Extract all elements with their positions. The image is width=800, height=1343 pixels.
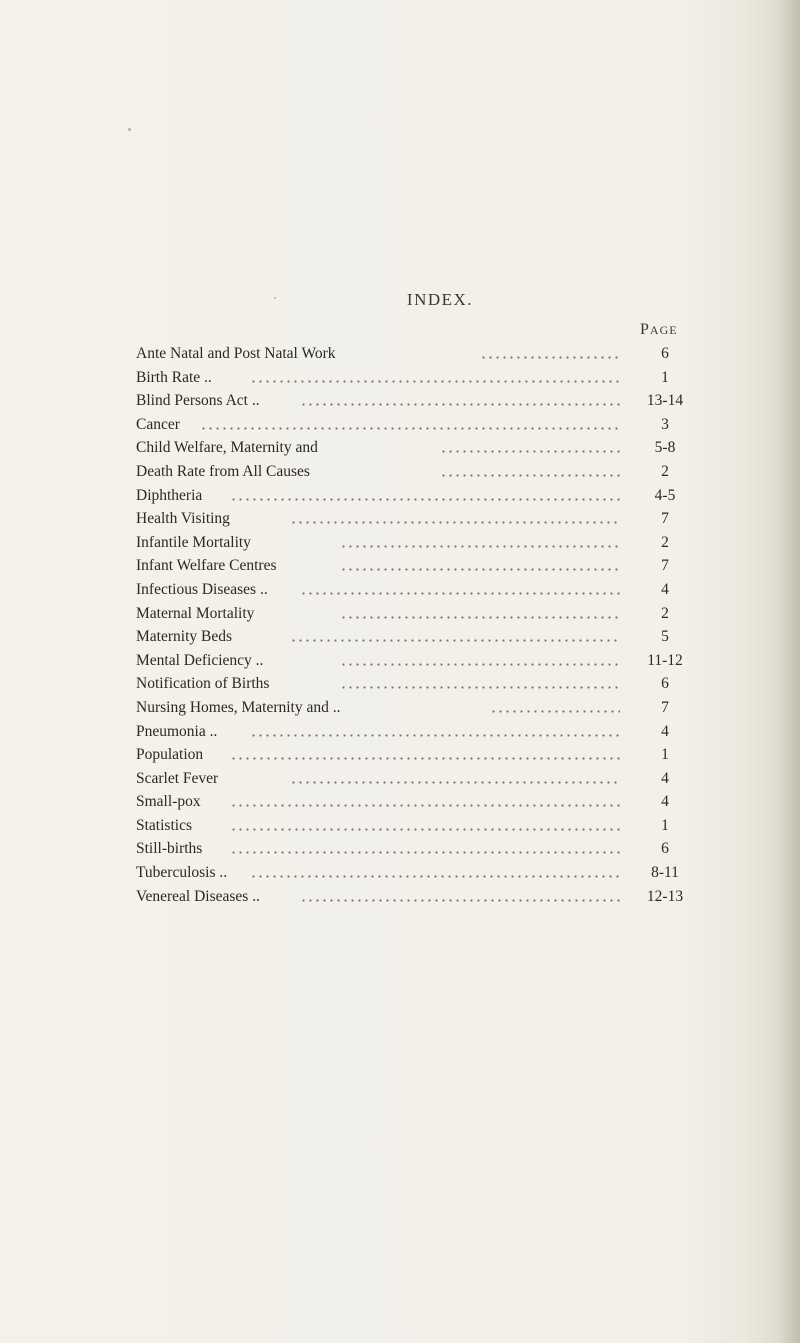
entry-page: 7 bbox=[661, 698, 669, 716]
entry-page: 1 bbox=[661, 746, 669, 764]
entry-page: 2 bbox=[661, 533, 669, 551]
entry-page: 4 bbox=[661, 769, 669, 787]
entry-page: 4 bbox=[661, 722, 669, 740]
entry-page: 4-5 bbox=[654, 486, 676, 504]
index-entry bbox=[0, 790, 800, 814]
index-entry bbox=[0, 837, 800, 861]
index-entry bbox=[0, 696, 800, 720]
entry-label: Maternity Beds bbox=[136, 628, 232, 646]
entry-label: Statistics bbox=[136, 816, 192, 834]
entry-label: Venereal Diseases .. bbox=[136, 887, 260, 905]
entry-label: Nursing Homes, Maternity and .. bbox=[136, 698, 341, 716]
entry-label: Tuberculosis .. bbox=[136, 864, 228, 882]
entry-page: 2 bbox=[661, 462, 669, 480]
entry-page: 3 bbox=[661, 415, 669, 433]
index-entry bbox=[0, 861, 800, 885]
index-entry bbox=[0, 507, 800, 531]
entry-label: Population bbox=[136, 746, 204, 764]
dot-leader bbox=[340, 531, 620, 555]
index-entry bbox=[0, 720, 800, 744]
dot-leader bbox=[440, 436, 620, 460]
dot-leader bbox=[440, 460, 620, 484]
entry-label: Pneumonia .. bbox=[136, 722, 218, 740]
entry-label: Scarlet Fever bbox=[136, 769, 219, 787]
entry-page: 11-12 bbox=[647, 651, 683, 669]
entry-page: 2 bbox=[661, 604, 669, 622]
dot-leader bbox=[290, 625, 620, 649]
entry-label: Notification of Births bbox=[136, 675, 270, 693]
index-entry bbox=[0, 342, 800, 366]
entry-page: 4 bbox=[661, 793, 669, 811]
dot-leader bbox=[490, 696, 620, 720]
entry-label: Infectious Diseases .. bbox=[136, 580, 268, 598]
dot-leader bbox=[230, 484, 620, 508]
dot-leader bbox=[250, 861, 620, 885]
dot-leader bbox=[230, 790, 620, 814]
index-entry bbox=[0, 413, 800, 437]
index-entry bbox=[0, 460, 800, 484]
entry-label: Ante Natal and Post Natal Work bbox=[136, 345, 336, 362]
index-entry bbox=[0, 484, 800, 508]
entry-label: Small-pox bbox=[136, 793, 201, 811]
dot-leader bbox=[230, 743, 620, 767]
entry-label: Cancer bbox=[136, 415, 180, 433]
index-entry bbox=[0, 625, 800, 649]
dot-leader bbox=[250, 720, 620, 744]
dot-leader bbox=[290, 507, 620, 531]
dot-leader bbox=[200, 413, 620, 437]
index-entry bbox=[0, 578, 800, 602]
dot-leader bbox=[340, 649, 620, 673]
dot-leader bbox=[340, 672, 620, 696]
entry-label: Diphtheria bbox=[136, 486, 203, 504]
dot-leader bbox=[480, 342, 620, 366]
entry-page: 12-13 bbox=[646, 887, 684, 905]
entry-label: Child Welfare, Maternity and bbox=[136, 439, 318, 457]
index-entry bbox=[0, 649, 800, 673]
entry-label: Maternal Mortality bbox=[136, 604, 255, 622]
entry-page: 13-14 bbox=[646, 392, 684, 410]
page-column-header bbox=[640, 321, 678, 339]
entry-label: Mental Deficiency .. bbox=[136, 651, 264, 669]
dot-leader bbox=[300, 578, 620, 602]
entry-label: Birth Rate .. bbox=[136, 368, 212, 386]
dot-leader bbox=[340, 554, 620, 578]
entry-page: 5 bbox=[661, 628, 669, 646]
index-entry bbox=[0, 672, 800, 696]
index-entry bbox=[0, 554, 800, 578]
paper-speck bbox=[128, 128, 131, 131]
index-entry bbox=[0, 767, 800, 791]
dot-leader bbox=[340, 602, 620, 626]
dot-leader bbox=[230, 837, 620, 861]
dot-leader bbox=[230, 814, 620, 838]
dot-leader bbox=[300, 389, 620, 413]
page-column-header-text: PAGE bbox=[640, 321, 678, 338]
index-title: INDEX. bbox=[406, 290, 474, 309]
entry-label: Health Visiting bbox=[136, 510, 230, 528]
entry-page: 7 bbox=[661, 557, 669, 575]
index-entry bbox=[0, 814, 800, 838]
entry-label: Infant Welfare Centres bbox=[136, 557, 277, 575]
dot-leader bbox=[300, 885, 620, 909]
entry-page: 1 bbox=[661, 816, 669, 834]
entry-label: Still-births bbox=[136, 840, 203, 858]
index-entry bbox=[0, 389, 800, 413]
entry-label: Infantile Mortality bbox=[136, 533, 251, 551]
dot-leader bbox=[250, 366, 620, 390]
entry-page: 7 bbox=[661, 510, 669, 528]
index-entry bbox=[0, 602, 800, 626]
index-entry bbox=[0, 885, 800, 909]
entry-label: Blind Persons Act .. bbox=[136, 392, 260, 410]
entry-page: 6 bbox=[661, 840, 669, 858]
index-entry bbox=[0, 436, 800, 460]
entry-page: 8-11 bbox=[651, 864, 679, 882]
entry-page: 4 bbox=[661, 580, 669, 598]
index-list bbox=[0, 342, 800, 908]
index-entry bbox=[0, 366, 800, 390]
entry-label: Death Rate from All Causes bbox=[136, 462, 310, 480]
entry-page: 5-8 bbox=[654, 439, 676, 457]
entry-page: 1 bbox=[661, 368, 669, 386]
index-entry bbox=[0, 531, 800, 555]
dot-leader bbox=[290, 767, 620, 791]
index-entry bbox=[0, 743, 800, 767]
entry-page: 6 bbox=[661, 675, 669, 693]
entry-page: 6 bbox=[661, 345, 669, 362]
